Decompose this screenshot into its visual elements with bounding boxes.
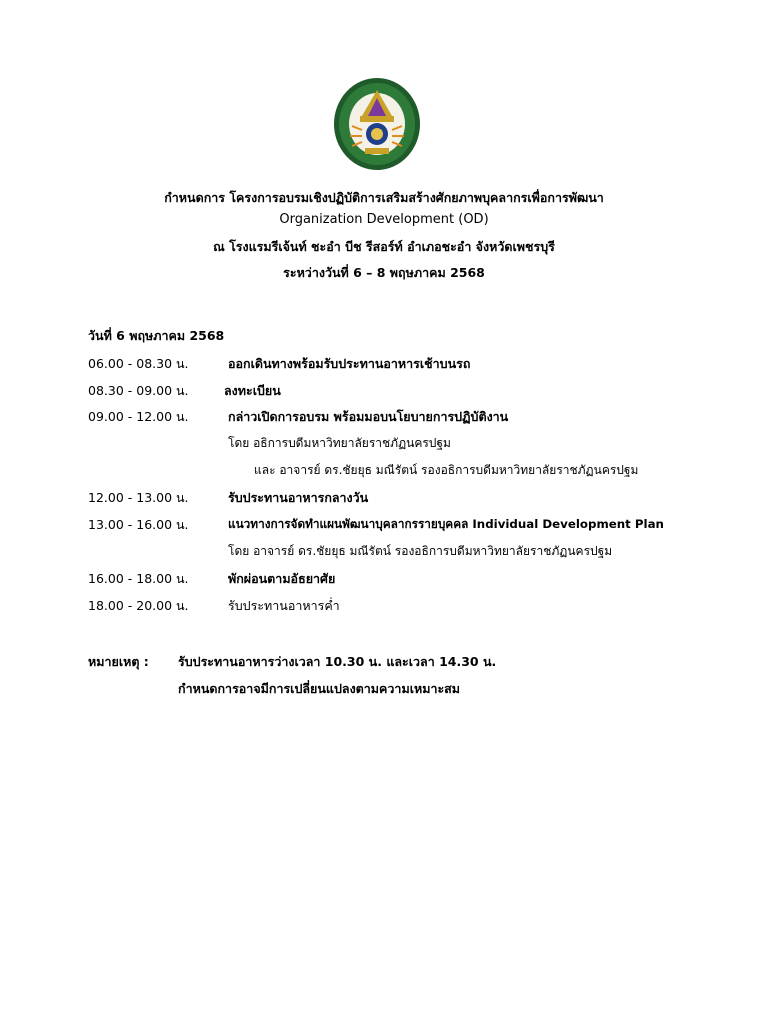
schedule-activity: รับประทานอาหารค่ำ [228,598,340,613]
schedule-activity: พักผ่อนตามอัธยาศัย [228,571,336,586]
note-line: กำหนดการอาจมีการเปลี่ยนแปลงตามความเหมาะสม [178,681,461,696]
header-subtitle: Organization Development (OD) [279,212,489,227]
schedule-activity: ลงทะเบียน [224,383,281,398]
schedule-speaker: โดย อาจารย์ ดร.ชัยยุธ มณีรัตน์ รองอธิการบดีมหาวิทยาลัยราชภัฏนครปฐม [228,544,613,558]
header-title: กำหนดการ โครงการอบรมเชิงปฏิบัติการเสริมสร้างศักยภาพบุคลากรเพื่อการพัฒนา [164,190,604,205]
university-seal-logo [332,76,422,172]
schedule-time: 08.30 - 09.00 น. [88,383,189,398]
day-title: วันที่ 6 พฤษภาคม 2568 [88,328,225,343]
schedule-time: 13.00 - 16.00 น. [88,517,189,532]
schedule-time: 12.00 - 13.00 น. [88,490,189,505]
schedule-time: 18.00 - 20.00 น. [88,598,189,613]
schedule-activity: แนวทางการจัดทำแผนพัฒนาบุคลากรรายบุคคล Individual Development Plan [228,517,664,531]
schedule-activity: กล่าวเปิดการอบรม พร้อมมอบนโยบายการปฏิบัติงาน [228,409,509,424]
note-label: หมายเหตุ : [88,654,149,669]
schedule-activity: ออกเดินทางพร้อมรับประทานอาหารเช้าบนรถ [228,356,471,371]
schedule-time: 06.00 - 08.30 น. [88,356,189,371]
header-dates: ระหว่างวันที่ 6 – 8 พฤษภาคม 2568 [283,265,485,280]
header-venue: ณ โรงแรมรีเจ้นท์ ชะอำ บีช รีสอร์ท์ อำเภอชะอำ จังหวัดเพชรบุรี [213,239,555,254]
schedule-speaker: และ อาจารย์ ดร.ชัยยุธ มณีรัตน์ รองอธิการบดีมหาวิทยาลัยราชภัฏนครปฐม [254,463,639,477]
schedule-activity: รับประทานอาหารกลางวัน [228,490,369,505]
schedule-time: 16.00 - 18.00 น. [88,571,189,586]
schedule-speaker: โดย อธิการบดีมหาวิทยาลัยราชภัฏนครปฐม [228,436,451,450]
schedule-time: 09.00 - 12.00 น. [88,409,189,424]
note-line: รับประทานอาหารว่างเวลา 10.30 น. และเวลา 14.30 น. [178,654,497,669]
